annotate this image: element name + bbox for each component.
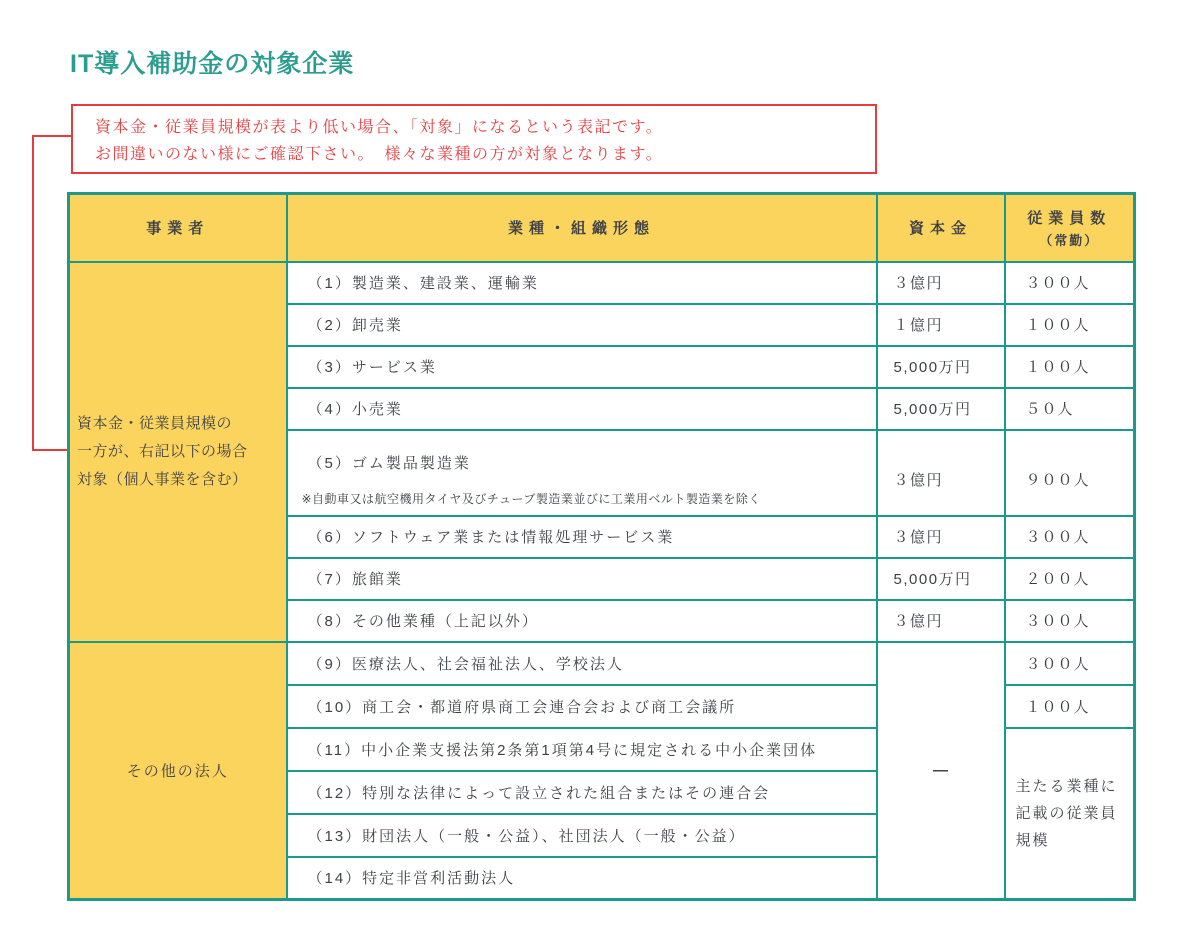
industry-cell: （1）製造業、建設業、運輸業 xyxy=(287,262,877,304)
notice-box xyxy=(71,104,877,174)
industry-cell: （6）ソフトウェア業または情報処理サービス業 xyxy=(287,516,877,558)
header-capital: 資本金 xyxy=(877,194,1005,262)
industry-cell: （9）医療法人、社会福祉法人、学校法人 xyxy=(287,642,877,685)
table-row xyxy=(69,262,1135,304)
employees-cell: ３００人 xyxy=(1005,516,1135,558)
header-employees xyxy=(1005,194,1135,262)
industry-cell: （10）商工会・都道府県商工会連合会および商工会議所 xyxy=(287,685,877,728)
group1-label-line1: 資本金・従業員規模の xyxy=(77,414,233,432)
employees-cell: ３００人 xyxy=(1005,642,1135,685)
industry-cell xyxy=(287,430,877,516)
capital-cell: ３億円 xyxy=(877,516,1005,558)
industry-cell: （3）サービス業 xyxy=(287,346,877,388)
capital-merged-cell: — xyxy=(877,642,1005,900)
group1-label-line3: 対象（個人事業を含む） xyxy=(77,470,248,488)
employees-value: ９００人 xyxy=(1025,471,1090,489)
employees-merged-cell: 主たる業種に記載の従業員規模 xyxy=(1005,728,1135,900)
table-header-row xyxy=(69,194,1135,262)
connector-line-vertical xyxy=(32,135,34,451)
capital-cell: 5,000万円 xyxy=(877,558,1005,600)
industry-label: （5）ゴム製品製造業 xyxy=(307,454,471,472)
notice-line-2: お間違いのない様にご確認下さい。 様々な業種の方が対象となります。 xyxy=(95,146,664,163)
industry-cell: （14）特定非営利活動法人 xyxy=(287,857,877,900)
notice-line-1: 資本金・従業員規模が表より低い場合、「対象」になるという表記です。 xyxy=(95,119,664,136)
header-business: 事業者 xyxy=(69,194,287,262)
industry-cell: （12）特別な法律によって設立された組合またはその連合会 xyxy=(287,771,877,814)
capital-cell: ３億円 xyxy=(877,600,1005,642)
header-employees-sub: （常勤） xyxy=(1039,232,1100,248)
employees-cell: ５０人 xyxy=(1005,388,1135,430)
group1-label-cell xyxy=(69,262,287,642)
employees-cell xyxy=(1005,430,1135,516)
industry-cell: （11）中小企業支援法第2条第1項第4号に規定される中小企業団体 xyxy=(287,728,877,771)
industry-cell: （2）卸売業 xyxy=(287,304,877,346)
industry-cell: （7）旅館業 xyxy=(287,558,877,600)
capital-value: ３億円 xyxy=(893,471,944,489)
employees-cell: ３００人 xyxy=(1005,600,1135,642)
header-industry: 業種・組織形態 xyxy=(287,194,877,262)
industry-cell: （8）その他業種（上記以外） xyxy=(287,600,877,642)
group2-label-cell: その他の法人 xyxy=(69,642,287,900)
capital-cell: 5,000万円 xyxy=(877,388,1005,430)
employees-cell: １００人 xyxy=(1005,304,1135,346)
page-title: IT導入補助金の対象企業 xyxy=(70,50,355,78)
employees-cell: １００人 xyxy=(1005,346,1135,388)
capital-cell: ３億円 xyxy=(877,262,1005,304)
employees-cell: １００人 xyxy=(1005,685,1135,728)
header-employees-main: 従業員数 xyxy=(1027,209,1112,227)
capital-cell: １億円 xyxy=(877,304,1005,346)
employees-cell: ３００人 xyxy=(1005,262,1135,304)
group1-label-line2: 一方が、右記以下の場合 xyxy=(77,442,248,460)
industry-cell: （4）小売業 xyxy=(287,388,877,430)
connector-line-top xyxy=(32,135,71,137)
connector-line-bottom xyxy=(32,449,67,451)
table-row xyxy=(69,642,1135,685)
eligibility-table xyxy=(67,192,1136,901)
industry-cell: （13）財団法人（一般・公益）、社団法人（一般・公益） xyxy=(287,814,877,857)
capital-cell: 5,000万円 xyxy=(877,346,1005,388)
industry-note: ※自動車又は航空機用タイヤ及びチューブ製造業並びに工業用ベルト製造業を除く xyxy=(301,491,761,506)
employees-cell: ２００人 xyxy=(1005,558,1135,600)
capital-cell xyxy=(877,430,1005,516)
